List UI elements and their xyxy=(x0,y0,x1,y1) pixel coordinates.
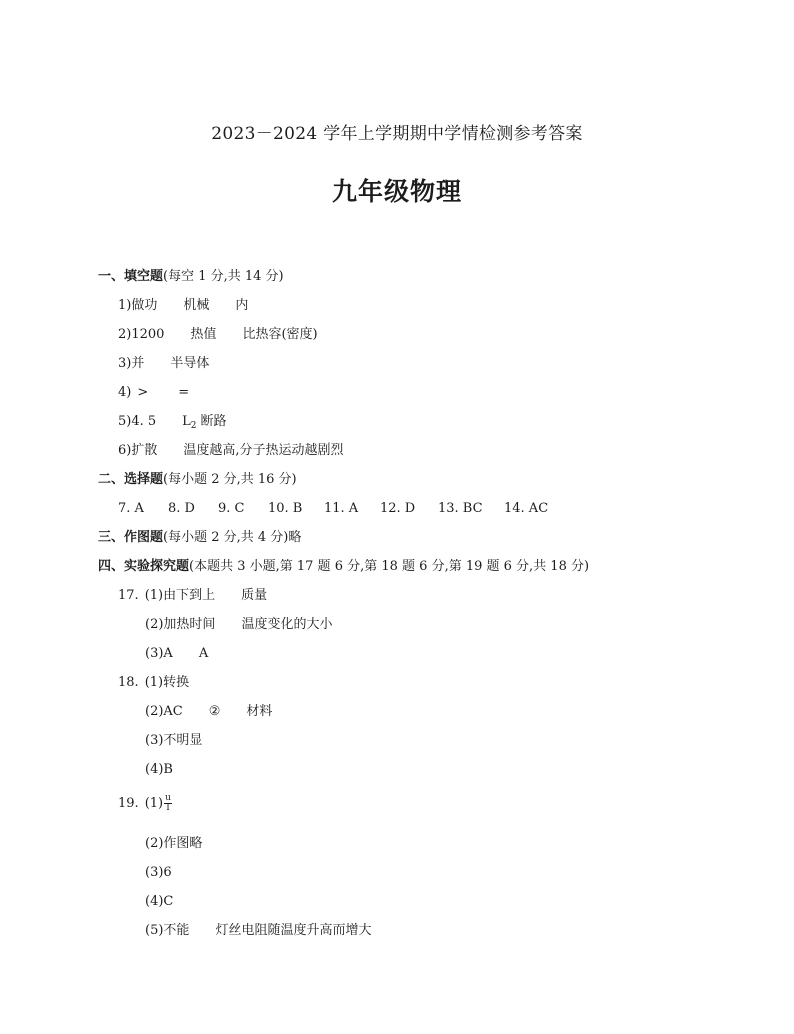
item-label: 5) xyxy=(118,414,132,429)
answer: 作图略 xyxy=(163,836,203,851)
part-label: (3) xyxy=(145,646,164,661)
q18-part-1 xyxy=(118,674,189,692)
answer: C xyxy=(163,894,174,909)
answer: 转换 xyxy=(163,675,190,690)
part-label: (2) xyxy=(145,704,164,719)
q17-part-2 xyxy=(145,616,332,634)
choice-answer: 12. D xyxy=(380,501,416,516)
answer: = xyxy=(178,385,190,400)
fraction-numerator: u xyxy=(165,793,171,803)
fill-item-4 xyxy=(118,384,189,402)
section2-note: (每小题 2 分,共 16 分) xyxy=(163,472,297,487)
answer: AC xyxy=(163,704,183,719)
answer: 并 xyxy=(131,356,145,371)
answer: 热值 xyxy=(190,327,217,342)
item-label: 6) xyxy=(118,443,132,458)
part-label: (5) xyxy=(145,923,164,938)
q17-part-3 xyxy=(145,645,208,663)
choice-answers xyxy=(118,500,548,518)
answer: 4. 5 xyxy=(131,414,157,429)
subscript: 2 xyxy=(190,421,197,431)
fill-item-2 xyxy=(118,326,318,344)
q18-part-3 xyxy=(145,732,202,750)
answer: 温度越高,分子热运动越剧烈 xyxy=(183,443,344,458)
answer: ② xyxy=(208,704,221,719)
fill-item-5 xyxy=(118,413,227,435)
q19-part-5 xyxy=(145,922,371,940)
answer: 1200 xyxy=(131,327,165,342)
choice-answer: 10. B xyxy=(268,501,303,516)
item-label: 2) xyxy=(118,327,132,342)
item-label: 3) xyxy=(118,356,132,371)
part-label: (3) xyxy=(145,865,164,880)
answer: 内 xyxy=(235,298,249,313)
choice-answer: 14. AC xyxy=(504,501,549,516)
q19-part-1 xyxy=(118,794,172,813)
section1-note: (每空 1 分,共 14 分) xyxy=(163,269,284,284)
part-label: (1) xyxy=(144,675,164,690)
q19-part-2 xyxy=(145,835,202,853)
question-number: 18. xyxy=(118,675,139,690)
section4-heading xyxy=(98,558,589,576)
q18-part-2 xyxy=(145,703,272,721)
answer: B xyxy=(163,762,173,777)
choice-answer: 7. A xyxy=(118,501,144,516)
answer: 半导体 xyxy=(170,356,210,371)
item-label: 1) xyxy=(118,298,132,313)
answer: 6 xyxy=(163,865,172,880)
fill-item-3 xyxy=(118,355,209,373)
q17-part-1 xyxy=(118,587,267,605)
section3-title: 三、作图题 xyxy=(98,530,164,545)
section2-title: 二、选择题 xyxy=(98,472,164,487)
answer: 机械 xyxy=(183,298,210,313)
part-label: (4) xyxy=(145,894,164,909)
section1-title: 一、填空题 xyxy=(98,269,164,284)
answer: 比热容(密度) xyxy=(242,327,318,342)
fraction-denominator: I xyxy=(166,803,170,813)
section3-heading xyxy=(98,529,301,547)
answer: L xyxy=(182,414,191,429)
answer: 扩散 xyxy=(131,443,158,458)
section3-note: (每小题 2 分,共 4 分)略 xyxy=(163,530,302,545)
fraction xyxy=(164,794,172,813)
answer: 灯丝电阻随温度升高而增大 xyxy=(215,923,372,938)
answer: 做功 xyxy=(131,298,158,313)
question-number: 19. xyxy=(118,796,139,811)
answer: > xyxy=(137,385,149,400)
answer: 由下到上 xyxy=(163,588,216,603)
choice-answer: 11. A xyxy=(324,501,359,516)
q19-part-4 xyxy=(145,893,173,911)
section4-note: (本题共 3 小题,第 17 题 6 分,第 18 题 6 分,第 19 题 6 分,共 18 分) xyxy=(189,559,590,574)
answer: 温度变化的大小 xyxy=(241,617,333,632)
fill-item-6 xyxy=(118,442,344,460)
answer: A xyxy=(198,646,209,661)
part-label: (4) xyxy=(145,762,164,777)
fill-item-1 xyxy=(118,297,248,315)
answer: 材料 xyxy=(246,704,273,719)
answer: 不明显 xyxy=(163,733,203,748)
part-label: (1) xyxy=(144,588,164,603)
document-title: 2023－2024 学年上学期期中学情检测参考答案 xyxy=(211,124,583,144)
answer: 加热时间 xyxy=(163,617,216,632)
section1-heading xyxy=(98,268,284,286)
question-number: 17. xyxy=(118,588,139,603)
part-label: (2) xyxy=(145,617,164,632)
choice-answer: 8. D xyxy=(168,501,195,516)
answer: A xyxy=(163,646,173,661)
answer: 不能 xyxy=(163,923,190,938)
section2-heading xyxy=(98,471,297,489)
q18-part-4 xyxy=(145,761,173,779)
choice-answer: 13. BC xyxy=(438,501,483,516)
part-label: (2) xyxy=(145,836,164,851)
answer: 断路 xyxy=(200,414,227,429)
document-subtitle: 九年级物理 xyxy=(331,177,462,206)
item-label: 4) xyxy=(118,385,132,400)
part-label: (1) xyxy=(144,796,164,811)
section4-title: 四、实验探究题 xyxy=(98,559,190,574)
part-label: (3) xyxy=(145,733,164,748)
q19-part-3 xyxy=(145,864,172,882)
answer: 质量 xyxy=(241,588,268,603)
choice-answer: 9. C xyxy=(218,501,245,516)
